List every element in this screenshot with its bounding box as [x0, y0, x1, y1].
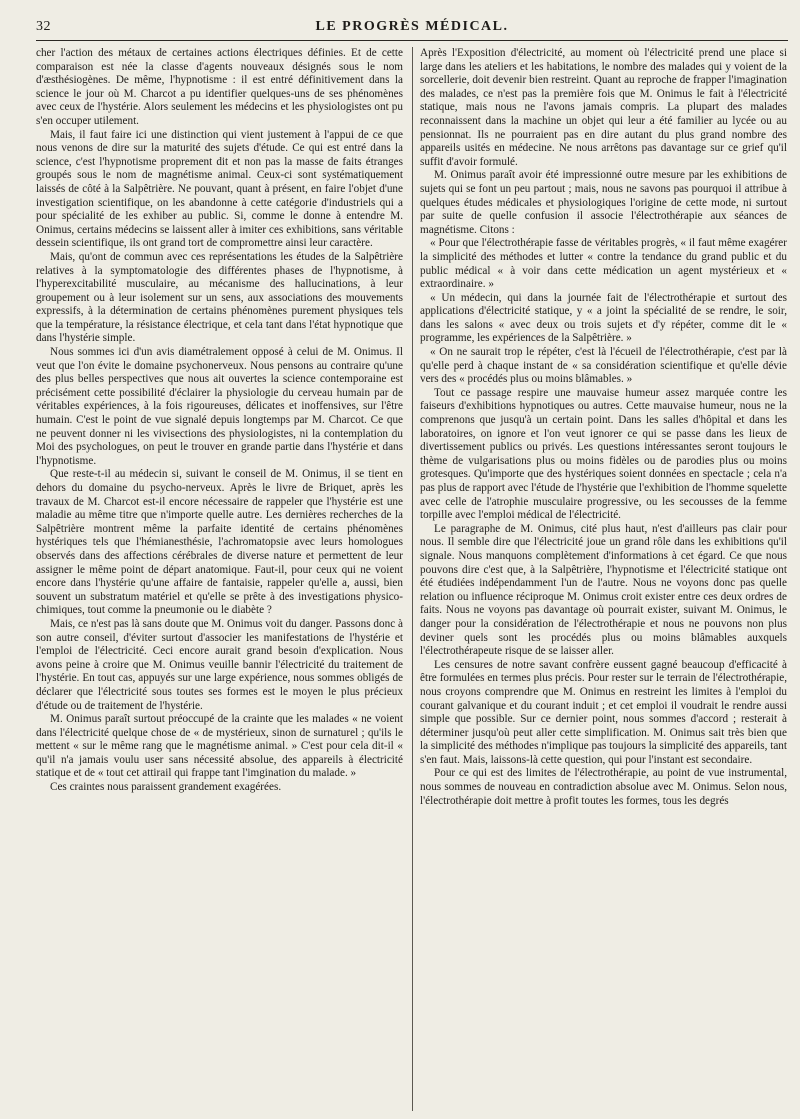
paragraph: Mais, il faut faire ici une distinction qui vient justement à l'appui de ce que nous venons de dire sur la maturité des sujets d'étude. Ce qui est entré dans la science, c'est l'hypnotisme proprement dit et non pas la masse de faits étranges groupés sous le nom de magnétisme animal. Ceux-ci sont systématiquement laissés de côté à la Salpêtrière. Ne pouvant, quant à présent, en faire l'objet d'une investigation scientifique, on les abandonne à cette catégorie d'industriels qui a pour spécialité de les exhiber au public. Si, comme le donne à entendre M. Onimus, certains médecins se laissent aller à imiter ces exhibitions, sans véritable dessein scientifique, ils ont grand tort de compromettre ainsi leur caractère. — [36, 128, 403, 250]
paragraph: M. Onimus paraît surtout préoccupé de la crainte que les malades « ne voient dans l'électricité quelque chose de « de mystérieux, sinon de surnaturel ; qu'ils le mettent « sur le même rang que le magnétisme animal. » C'est pour cela dit-il « qu'il n'a jamais voulu user sans nécessité absolue, des appareils à électricité statique et de « tout cet attirail qui frappe tant l'imgination du malade. » — [36, 713, 403, 780]
journal-title: LE PROGRÈS MÉDICAL. — [315, 19, 509, 34]
paragraph: Mais, qu'ont de commun avec ces représentations les études de la Salpêtrière relatives à la symptomatologie des différentes phases de l'hypnotisme, à l'hyperexcitabilité musculaire, au mécanisme des hallucinations, à leur groupement ou à leur isolement sur un sens, aux associations des mouvements expressifs, à la détermination de certains phénomènes purement physiques tels que la température, la résistance électrique, et cela tant dans l'état hypnotique que dans l'hystérie simple. — [36, 250, 403, 345]
page-number: 32 — [36, 19, 51, 34]
page-header — [36, 18, 788, 41]
quotation: « On ne saurait trop le répéter, c'est là l'écueil de l'électrothérapie, c'est par là qu'elle perd à chaque instant de « sa considération scientifique et qu'elle dévie vers des « procédés plus ou moins blâmables. » — [420, 346, 787, 386]
paragraph: Que reste-t-il au médecin si, suivant le conseil de M. Onimus, il se tient en dehors du domaine du psycho-nerveux. Après le livre de Briquet, après les travaux de M. Charcot est-il encore nécessaire de rappeler que l'hystérie est une maladie au même titre que n'importe quelle autre. Les dernières recherches de la Salpêtrière montrent même la parfaite identité de certains phénomènes hystériques tels que l'hémianesthésie, l'achromatopsie avec leurs homologues observés dans des affections cérébrales de diverse nature et permettent de leur assigner le même point de départ anatomique. Faut-il, pour ceux qui ne voient encore dans l'hystérie qu'une affaire de fantaisie, rappeler qu'elle a, aussi, bien souvent un substratum matériel et qu'elle se prête à des investigations physico-chimiques, tout comme la pneumonie ou le diabète ? — [36, 468, 403, 617]
paragraph: Ces craintes nous paraissent grandement exagérées. — [50, 781, 282, 794]
right-column — [420, 47, 787, 1115]
paragraph: cher l'action des métaux de certaines actions électriques définies. Et de cette comparaison est née la classe d'agents nouveaux désignés sous le nom d'æsthésiogènes. De même, l'hypnotisme : il est entré définitivement dans la science le jour où M. Charcot a pu identifier quelques-uns de ses phénomènes avec ceux de l'hystérie. Alors seulement les médecins et les physiologistes ont pu s'en occuper utilement. — [36, 47, 403, 127]
paragraph: Le paragraphe de M. Onimus, cité plus haut, n'est d'ailleurs pas clair pour nous. Il semble dire que l'électricité joue un grand rôle dans les exhibitions qu'il signale. Nous manquons complètement d'informations à cet égard. Ce que nous pouvons dire c'est que, à la Salpêtrière, l'hypnotisme et l'électricité statique ont été étudiées indépendamment l'un de l'autre. Nous ne voyons donc pas quelle relation ou influence réciproque M. Onimus croit exister entre ces deux ordres de faits. Nous ne voyons pas davantage où pourrait exister, suivant M. Onimus, le danger pour la considération de l'électrothérapie et nous ne pouvons non plus deviner quels sont les procédés plus ou moins blâmables auxquels l'électrothérapeute risque de se laisser aller. — [420, 522, 787, 658]
paragraph: Après l'Exposition d'électricité, au moment où l'électricité prend une place si large dans les ateliers et les habitations, le nombre des malades qui y voient de la sorcellerie, doit devenir bien restreint. Quant au reproche de frapper l'imagination des malades, ce n'est pas la première fois que M. Onimus le fait à l'électricité statique, mais nous ne l'avons jamais compris. La plupart des malades reconnaissent dans la machine un objet qui leur a été familier au lycée ou au pensionnat. Ils ne pourraient pas en dire autant du plus grand nombre des appareils usités en médecine. Ne nous arrêtons pas davantage sur ce grief qu'il suffit d'avoir formulé. — [420, 47, 787, 168]
quotation: « Un médecin, qui dans la journée fait de l'électrothérapie et surtout des applications d'électricité statique, y « a joint la spécialité de se rendre, le soir, dans les salons « avec deux ou trois sujets et d'y répéter, comme dit le « programme, les expériences de la Salpêtrière. » — [420, 291, 787, 345]
paragraph: M. Onimus paraît avoir été impressionné outre mesure par les exhibitions de sujets qui se font un peu partout ; mais, nous ne savons pas pourquoi il attribue à quelques études médicales et physiologiques l'origine de cette mode, ni surtout par suite de quelle confusion il associe l'électrothérapie aux séances de magnétisme. Citons : — [420, 169, 787, 236]
paragraph: Nous sommes ici d'un avis diamétralement opposé à celui de M. Onimus. Il veut que l'on évite le domaine psychonerveux. Nous pensons au contraire qu'une des plus belles perspectives que nous ait ouvertes la science contemporaine est précisément cette possibilité d'éclairer la physiologie du cerveau humain par de véritables expériences, à la fois rigoureuses, délicates et inoffensives, sur l'être humain. C'est le point de vue signalé depuis longtemps par M. Charcot. Ce que ne peuvent donner ni les vivisections des physiologistes, ni la contemplation du Moi des psychologues, on peut le trouver en grande partie dans l'hystérie et dans l'hypnotisme. — [36, 346, 403, 467]
column-divider — [412, 47, 413, 1111]
paragraph: Pour ce qui est des limites de l'électrothérapie, au point de vue instrumental, nous sommes de nouveau en contradiction absolue avec M. Onimus. Selon nous, l'électrothérapie doit mettre à profit toutes les formes, tous les degrés — [420, 767, 787, 807]
left-column — [36, 47, 403, 1115]
paragraph: Tout ce passage respire une mauvaise humeur assez marquée contre les faiseurs d'exhibitions hypnotiques ou autres. Cette mauvaise humeur, nous ne la comprenons que jusqu'à un certain point. Dans les salles d'hôpital et dans les laboratoires, on ignore et l'on veut ignorer ce qui se passe dans les lieux de divertissement publics ou privés. Les questions intéressantes seront toujours le thème de vulgarisations plus ou moins fidèles ou de parodies plus ou moins grotesques. Qu'importe que des hystériques soient données en spectacle ; cela n'a pas plus de rapport avec l'étude de l'hystérie que l'exhibition de l'homme squelette avec celle de l'atrophie musculaire progressive, ou les secousses de la femme torpille avec l'emploi médical de l'électricité. — [420, 386, 787, 522]
paragraph: Mais, ce n'est pas là sans doute que M. Onimus voit du danger. Passons donc à son autre conseil, d'éviter surtout d'associer les manifestations de l'hystérie et l'emploi de l'électricité. Ceci encore aurait grand besoin d'explication. Nous avons peine à croire que M. Onimus veuille bannir l'électricité du traitement de l'hystérie. En tout cas, appuyés sur une large expérience, nous sommes obligés de déclarer que l'électricité sous toutes ses formes est le moyen le plus précieux d'étude ou de traitement de l'hystérie. — [36, 617, 403, 712]
quotation: « Pour que l'électrothérapie fasse de véritables progrès, « il faut même exagérer la simplicité des méthodes et lutter « contre la tendance du grand public et du public médical « à voir dans cette médication un agent mystérieux et « extraordinaire. » — [420, 237, 787, 291]
paragraph: Les censures de notre savant confrère eussent gagné beaucoup d'efficacité à être formulées en termes plus précis. Pour rester sur le terrain de l'électrothérapie, nous croyons comprendre que M. Onimus en restreint les limites à l'emploi du courant galvanique et du courant induit ; et cet emploi il voudrait le rendre aussi simple que possible. Sur ce dernier point, nous sommes d'accord ; resterait à déterminer jusqu'où peut aller cette simplification. M. Onimus sait très bien que la simplicité des méthodes n'implique pas toujours la simplicité des appareils, tant s'en faut. Mais, laissons-là cette question, qui pour l'instant est secondaire. — [420, 658, 787, 766]
